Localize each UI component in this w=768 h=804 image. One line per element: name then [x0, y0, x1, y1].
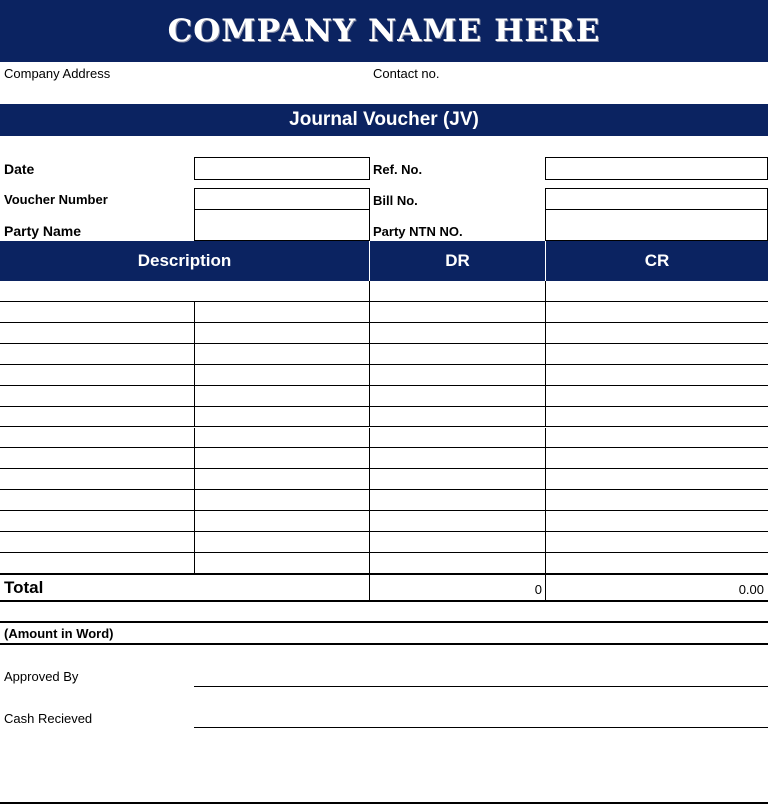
table-row[interactable] — [0, 365, 768, 386]
date-field[interactable] — [194, 157, 370, 180]
cr-cell[interactable] — [545, 490, 768, 510]
table-row[interactable] — [0, 281, 768, 302]
cr-cell[interactable] — [545, 469, 768, 489]
description-cell[interactable] — [194, 344, 369, 364]
table-row[interactable] — [0, 553, 768, 574]
amount-in-word-label: (Amount in Word) — [4, 626, 114, 641]
cr-cell[interactable] — [545, 386, 768, 406]
dr-cell[interactable] — [369, 448, 545, 468]
cr-cell[interactable] — [545, 511, 768, 531]
approved-by-signature-line[interactable] — [194, 686, 768, 687]
description-cell[interactable] — [194, 511, 369, 531]
approved-by-label: Approved By — [4, 669, 79, 684]
description-cell[interactable] — [0, 448, 194, 468]
total-divider — [545, 574, 546, 601]
description-cell[interactable] — [0, 428, 194, 448]
dr-cell[interactable] — [369, 532, 545, 552]
voucher-table-body — [0, 281, 768, 574]
total-cr-value: 0.00 — [738, 582, 764, 597]
party-ntn-label: Party NTN NO. — [373, 224, 463, 239]
description-cell[interactable] — [0, 553, 194, 573]
description-cell[interactable] — [0, 281, 369, 301]
ref-no-field[interactable] — [545, 157, 768, 180]
header-divider — [369, 241, 370, 281]
contact-label: Contact no. — [373, 66, 440, 81]
dr-cell[interactable] — [369, 281, 545, 301]
cr-cell[interactable] — [545, 553, 768, 573]
total-dr-value: 0 — [534, 582, 542, 597]
total-bottom-rule — [0, 600, 768, 602]
column-header-dr: DR — [370, 241, 545, 281]
table-row[interactable] — [0, 323, 768, 344]
ref-no-label: Ref. No. — [373, 162, 423, 177]
description-cell[interactable] — [194, 448, 369, 468]
cr-cell[interactable] — [545, 344, 768, 364]
cr-cell[interactable] — [545, 428, 768, 448]
table-row[interactable] — [0, 448, 768, 469]
dr-cell[interactable] — [369, 469, 545, 489]
table-bottom-rule — [0, 573, 768, 575]
voucher-number-field[interactable] — [194, 188, 370, 210]
dr-cell[interactable] — [369, 553, 545, 573]
dr-cell[interactable] — [369, 302, 545, 322]
table-row[interactable] — [0, 490, 768, 511]
company-address-label: Company Address — [4, 66, 111, 81]
dr-cell[interactable] — [369, 365, 545, 385]
description-cell[interactable] — [0, 386, 194, 406]
cr-cell[interactable] — [545, 448, 768, 468]
company-name-banner: COMPANY NAME HERE — [0, 0, 768, 62]
dr-cell[interactable] — [369, 511, 545, 531]
dr-cell[interactable] — [369, 490, 545, 510]
cr-cell[interactable] — [545, 365, 768, 385]
amount-top-rule — [0, 621, 768, 623]
description-cell[interactable] — [0, 469, 194, 489]
dr-cell[interactable] — [369, 386, 545, 406]
dr-cell[interactable] — [369, 428, 545, 448]
column-header-cr: CR — [546, 241, 768, 281]
table-row[interactable] — [0, 428, 768, 449]
description-cell[interactable] — [194, 365, 369, 385]
description-cell[interactable] — [194, 428, 369, 448]
column-header-description: Description — [0, 241, 369, 281]
dr-cell[interactable] — [369, 407, 545, 427]
cr-cell[interactable] — [545, 281, 768, 301]
description-cell[interactable] — [194, 407, 369, 427]
description-cell[interactable] — [0, 511, 194, 531]
description-cell[interactable] — [194, 386, 369, 406]
description-cell[interactable] — [194, 490, 369, 510]
description-cell[interactable] — [0, 532, 194, 552]
table-row[interactable] — [0, 511, 768, 532]
total-divider — [369, 574, 370, 601]
description-cell[interactable] — [0, 302, 194, 322]
description-cell[interactable] — [194, 323, 369, 343]
header-divider — [545, 241, 546, 281]
date-label: Date — [4, 161, 35, 177]
description-cell[interactable] — [194, 469, 369, 489]
dr-cell[interactable] — [369, 323, 545, 343]
party-name-field[interactable] — [194, 209, 370, 241]
table-row[interactable] — [0, 344, 768, 365]
table-row[interactable] — [0, 407, 768, 428]
description-cell[interactable] — [194, 532, 369, 552]
cr-cell[interactable] — [545, 302, 768, 322]
description-cell[interactable] — [194, 302, 369, 322]
bill-no-label: Bill No. — [373, 193, 418, 208]
voucher-number-label: Voucher Number — [4, 192, 108, 207]
cash-received-label: Cash Recieved — [4, 711, 93, 726]
description-cell[interactable] — [0, 490, 194, 510]
amount-bottom-rule — [0, 643, 768, 645]
cr-cell[interactable] — [545, 407, 768, 427]
table-row[interactable] — [0, 532, 768, 553]
bill-no-field[interactable] — [545, 188, 768, 210]
cr-cell[interactable] — [545, 532, 768, 552]
table-row[interactable] — [0, 469, 768, 490]
cr-cell[interactable] — [545, 323, 768, 343]
description-cell[interactable] — [194, 553, 369, 573]
description-cell[interactable] — [0, 407, 194, 427]
party-ntn-field[interactable] — [545, 209, 768, 241]
table-row[interactable] — [0, 302, 768, 323]
table-row[interactable] — [0, 386, 768, 407]
total-label: Total — [4, 578, 44, 597]
dr-cell[interactable] — [369, 344, 545, 364]
voucher-title-band: Journal Voucher (JV) — [0, 104, 768, 136]
description-cell[interactable] — [0, 344, 194, 364]
description-cell[interactable] — [0, 323, 194, 343]
cash-received-signature-line[interactable] — [194, 727, 768, 728]
description-cell[interactable] — [0, 365, 194, 385]
party-name-label: Party Name — [4, 223, 82, 239]
